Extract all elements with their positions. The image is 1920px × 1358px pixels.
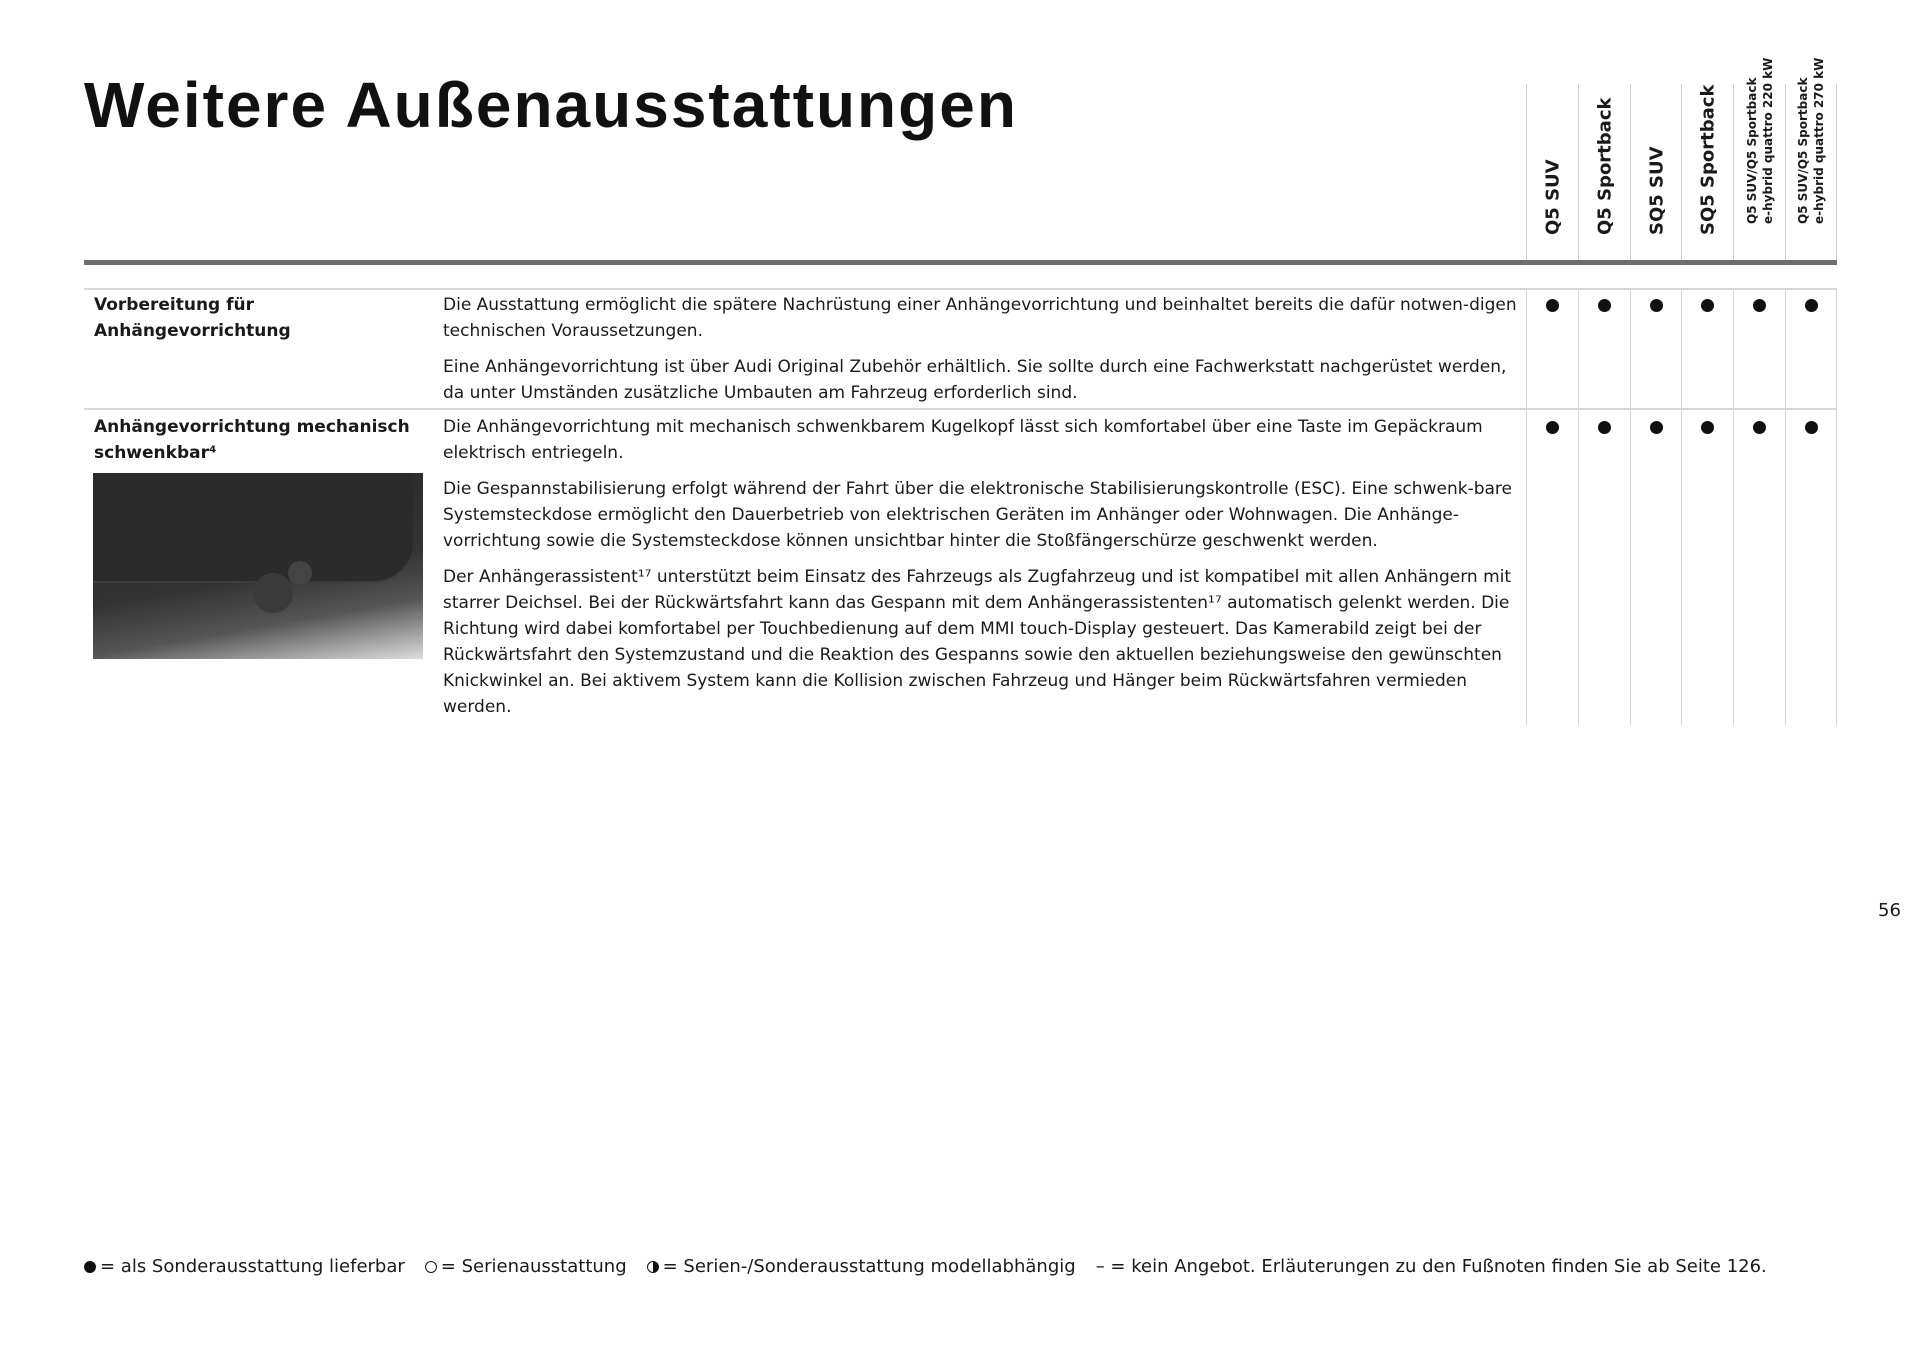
column-label: Q5 Sportback xyxy=(1594,97,1615,235)
empty-circle-icon xyxy=(425,1261,437,1273)
availability-optional-icon xyxy=(1546,299,1559,312)
row-description xyxy=(443,292,1523,416)
hitch-ball-shape xyxy=(288,561,312,585)
description-paragraph: Die Gespannstabilisierung erfolgt während der Fahrt über die elektronische Stabilisierungskontrolle (ESC). Eine schwenk-bare Systemsteckdose ermöglicht den Dauerbetrieb von elektrischen Geräten im Anhänger oder Wohnwagen. Die Anhänge-vorrichtung sowie die Systemsteckdose können unsichtbar hinter die Stoßfängerschürze geschwenkt werden. xyxy=(443,479,1512,551)
column-label xyxy=(1795,58,1827,224)
half-circle-icon xyxy=(647,1261,659,1273)
page-number: 56 xyxy=(1878,900,1901,921)
description-paragraph: Die Ausstattung ermöglicht die spätere Nachrüstung einer Anhängevorrichtung und beinhaltet bereits die dafür notwen-digen technischen Voraussetzungen. xyxy=(443,295,1517,341)
availability-optional-icon xyxy=(1546,421,1559,434)
column-header xyxy=(1785,57,1837,260)
column-label: SQ5 SUV xyxy=(1646,146,1667,235)
availability-optional-icon xyxy=(1753,299,1766,312)
availability-optional-icon xyxy=(1805,421,1818,434)
availability-optional-icon xyxy=(1650,421,1663,434)
hitch-shape xyxy=(253,573,293,613)
legend-standard xyxy=(425,1256,627,1277)
availability-optional-icon xyxy=(1753,421,1766,434)
column-header xyxy=(1578,84,1630,260)
legend-text: = Serienausstattung xyxy=(440,1256,627,1277)
legend-text: – = kein Angebot. Erläuterungen zu den Fußnoten finden Sie ab Seite 126. xyxy=(1095,1256,1767,1277)
bumper-shape xyxy=(93,473,413,583)
column-label: Q5 SUV xyxy=(1542,159,1563,235)
availability-optional-icon xyxy=(1598,421,1611,434)
row-label-line: Vorbereitung für xyxy=(94,295,255,315)
description-paragraph: Eine Anhängevorrichtung ist über Audi Original Zubehör erhältlich. Sie sollte durch eine Fachwerkstatt nachgerüstet werden, da unter Umständen zusätzliche Umbauten am Fahrzeug erforderlich sind. xyxy=(443,357,1507,403)
column-label-line2: e-hybrid quattro 220 kW xyxy=(1760,57,1775,224)
column-divider xyxy=(1681,289,1682,725)
column-label: SQ5 Sportback xyxy=(1697,84,1718,235)
row-description xyxy=(443,414,1523,730)
column-label-line2: e-hybrid quattro 270 kW xyxy=(1812,57,1826,224)
row-label-line: Anhängevorrichtung xyxy=(94,321,291,341)
column-label xyxy=(1744,58,1776,224)
header-divider xyxy=(84,260,1837,265)
row-label xyxy=(94,292,291,344)
legend xyxy=(84,1256,1767,1277)
column-header xyxy=(1733,57,1785,260)
column-header xyxy=(1681,84,1733,260)
availability-optional-icon xyxy=(1598,299,1611,312)
description-paragraph: Der Anhängerassistent¹⁷ unterstützt beim Einsatz des Fahrzeugs als Zugfahrzeug und ist kompatibel mit allen Anhängern mit starrer Deichsel. Bei der Rückwärtsfahrt kann das Gespann mit dem Anhängerassistenten¹⁷ automatisch gelenkt werden. Die Richtung wird dabei komfortabel per Touchbedienung auf dem MMI touch-Display gesteuert. Das Kamerabild zeigt bei der Rückwärtsfahrt den Systemzustand und die Reaktion des Gespanns sowie den aktuellen beziehungsweise den gewünschten Knickwinkel an. Bei aktivem System kann die Kollision zwischen Fahrzeug und Hänger beim Rückwärtsfahren vermieden werden. xyxy=(443,567,1512,717)
legend-text: = als Sonderausstattung lieferbar xyxy=(100,1256,405,1277)
column-divider xyxy=(1578,289,1579,725)
column-divider xyxy=(1526,289,1527,725)
column-header xyxy=(1630,84,1682,260)
availability-optional-icon xyxy=(1805,299,1818,312)
column-label-line1: Q5 SUV/Q5 Sportback xyxy=(1744,77,1759,224)
availability-optional-icon xyxy=(1650,299,1663,312)
legend-none xyxy=(1096,1256,1767,1277)
column-divider xyxy=(1836,289,1837,725)
row-label xyxy=(94,414,410,466)
column-divider xyxy=(1630,289,1631,725)
availability-optional-icon xyxy=(1701,299,1714,312)
row-divider xyxy=(84,288,1837,290)
column-divider xyxy=(1733,289,1734,725)
column-header xyxy=(1526,84,1578,260)
legend-optional xyxy=(84,1256,405,1277)
availability-optional-icon xyxy=(1701,421,1714,434)
legend-text: = Serien-/Sonderausstattung modellabhängig xyxy=(662,1256,1076,1277)
column-label-line1: Q5 SUV/Q5 Sportback xyxy=(1796,77,1810,224)
description-paragraph: Die Anhängevorrichtung mit mechanisch schwenkbarem Kugelkopf lässt sich komfortabel über eine Taste im Gepäckraum elektrisch entriegeln. xyxy=(443,417,1483,463)
column-divider xyxy=(1785,289,1786,725)
legend-model-dependent xyxy=(647,1256,1076,1277)
page-title: Weitere Außenausstattungen xyxy=(84,69,1018,141)
row-label-line: schwenkbar⁴ xyxy=(94,443,217,463)
row-label-line: Anhängevorrichtung mechanisch xyxy=(94,417,410,437)
filled-circle-icon xyxy=(84,1261,96,1273)
tow-hitch-photo xyxy=(93,473,423,659)
